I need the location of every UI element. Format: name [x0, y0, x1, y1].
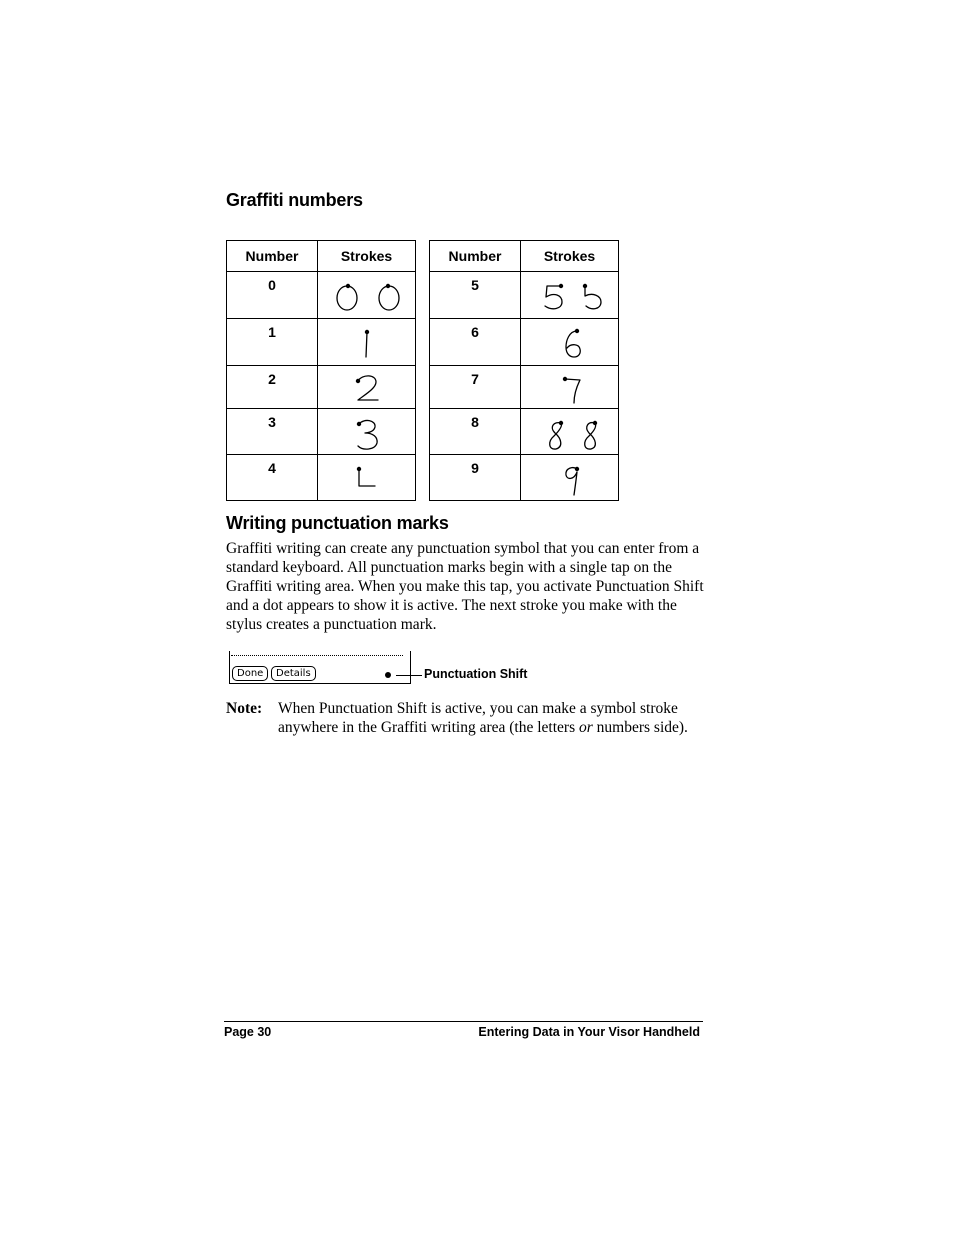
body-paragraph: Graffiti writing can create any punctuation symbol that you can enter from a standard keyboard. All punctuation marks begin with a single tap on the Graffiti writing area. When you make this tap, you activate Punctuation Shift and a dot appears to show it is active. The next stroke you make with the stylus creates a punctuation mark.: [226, 540, 704, 633]
note-emphasis: or: [578, 718, 593, 736]
strokes-cell: [521, 272, 619, 319]
punctuation-shift-dot-icon: [385, 672, 391, 678]
table-header-row: [430, 241, 619, 272]
number-cell: 3: [227, 409, 318, 455]
strokes-cell: [318, 455, 416, 501]
table-row: [430, 409, 619, 455]
section-title-punctuation: Writing punctuation marks: [226, 513, 449, 533]
two-stroke-icon: [318, 366, 415, 408]
strokes-cell: [318, 409, 416, 455]
dotted-separator: [231, 655, 403, 656]
footer-chapter-title: Entering Data in Your Visor Handheld: [478, 1025, 700, 1039]
eight-strokes-icon: [521, 409, 618, 454]
number-cell: 6: [430, 319, 521, 366]
zero-strokes-icon: [318, 272, 415, 318]
seven-stroke-icon: [521, 366, 618, 408]
strokes-cell: [318, 272, 416, 319]
graffiti-numbers-table-right: [429, 240, 619, 501]
table-row: [227, 272, 416, 319]
number-cell: 0: [227, 272, 318, 319]
table-row: [227, 409, 416, 455]
number-cell: 2: [227, 366, 318, 409]
table-row: [227, 319, 416, 366]
table-row: [430, 455, 619, 501]
nine-stroke-icon: [521, 455, 618, 500]
table-row: [430, 272, 619, 319]
number-cell: 5: [430, 272, 521, 319]
number-cell: 1: [227, 319, 318, 366]
graffiti-numbers-table-left: [226, 240, 416, 501]
strokes-cell: [318, 319, 416, 366]
details-button: Details: [271, 666, 316, 681]
callout-line: [396, 675, 422, 676]
number-cell: 4: [227, 455, 318, 501]
four-stroke-icon: [318, 455, 415, 500]
strokes-cell: [318, 366, 416, 409]
note-text: [278, 700, 688, 738]
table-row: [227, 366, 416, 409]
column-header-strokes: Strokes: [318, 241, 416, 272]
footer-rule: [224, 1021, 703, 1022]
note-text-part: When Punctuation Shift is active, you can make a symbol stroke anywhere in the Graffiti writing area (the letters: [278, 700, 678, 736]
strokes-cell: [521, 366, 619, 409]
number-cell: 8: [430, 409, 521, 455]
callout-label: Punctuation Shift: [424, 667, 528, 681]
column-header-number: Number: [227, 241, 318, 272]
strokes-cell: [521, 409, 619, 455]
table-row: [430, 366, 619, 409]
five-strokes-icon: [521, 272, 618, 318]
table-header-row: [227, 241, 416, 272]
number-cell: 7: [430, 366, 521, 409]
section-title-graffiti-numbers: Graffiti numbers: [226, 190, 363, 210]
strokes-cell: [521, 319, 619, 366]
strokes-cell: [521, 455, 619, 501]
footer-page-number: Page 30: [224, 1025, 272, 1039]
note-label: Note:: [226, 700, 263, 717]
graffiti-area-illustration: [229, 651, 411, 684]
done-button: Done: [232, 666, 268, 681]
table-row: [430, 319, 619, 366]
column-header-strokes: Strokes: [521, 241, 619, 272]
three-stroke-icon: [318, 409, 415, 454]
note-text-part: numbers side).: [592, 718, 688, 736]
number-cell: 9: [430, 455, 521, 501]
table-row: [227, 455, 416, 501]
six-stroke-icon: [521, 319, 618, 365]
one-stroke-icon: [318, 319, 415, 365]
column-header-number: Number: [430, 241, 521, 272]
